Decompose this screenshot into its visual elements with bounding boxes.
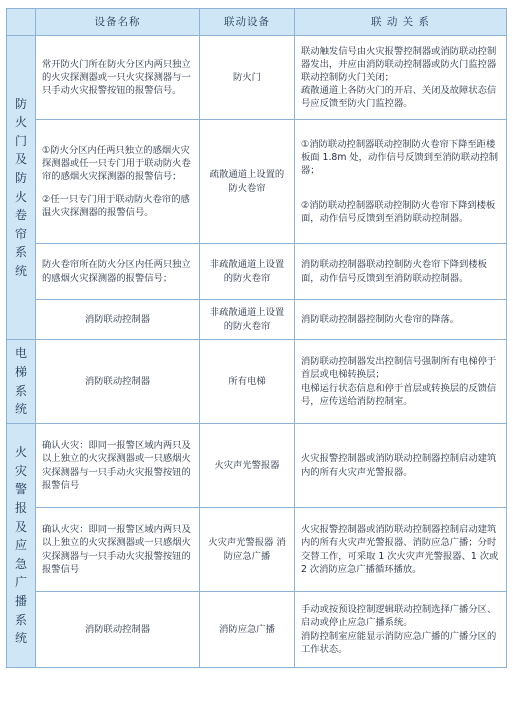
- table-row: [7, 508, 507, 592]
- category-elevator: 电 梯 系 统: [7, 340, 36, 424]
- linkage-device-cell: 非疏散通道上设置的防火卷帘: [200, 244, 295, 300]
- device-name-cell: 常开防火门所在防火分区内两只独立的火灾探测器或一只火灾探测器与一只手动火灾报警按钮的报警信号。: [36, 36, 200, 120]
- device-name-cell: 消防联动控制器: [36, 340, 200, 424]
- linkage-relation-cell: 手动或按预设控制逻辑联动控制选择广播分区、启动或停止应急广播系统。 消防控制室应能显示消防应急广播的广播分区的工作状态。: [295, 592, 507, 668]
- linkage-device-cell: 非疏散通道上设置的防火卷帘: [200, 300, 295, 340]
- device-name-cell: 确认火灾：即同一报警区域内两只及以上独立的火灾探测器或一只感烟火灾探测器与一只手动火灾报警按钮的报警信号: [36, 508, 200, 592]
- linkage-relation-cell: 火灾报警控制器或消防联动控制器控制启动建筑内的所有火灾声光警报器、消防应急广播；分时交替工作，可采取 1 次火灾声光警报器、1 次或 2 次消防应急广播循环播放。: [295, 508, 507, 592]
- category-alarm-broadcast: 火 灾 警 报 及 应 急 广 播 系 统: [7, 424, 36, 668]
- device-name-cell: 消防联动控制器: [36, 300, 200, 340]
- device-name-cell: 防火卷帘所在防火分区内任两只独立的感烟火灾探测器的报警信号；: [36, 244, 200, 300]
- linkage-device-cell: 消防应急广播: [200, 592, 295, 668]
- table-row: [7, 244, 507, 300]
- linkage-table: [6, 8, 507, 668]
- linkage-relation-cell: 消防联动控制器发出控制信号强制所有电梯停于首层或电梯转换层； 电梯运行状态信息和停于首层或转换层的反馈信号，应传送给消防控制室。: [295, 340, 507, 424]
- table-row: [7, 300, 507, 340]
- linkage-device-cell: 火灾声光警报器 消防应急广播: [200, 508, 295, 592]
- table-row: [7, 340, 507, 424]
- linkage-device-cell: 防火门: [200, 36, 295, 120]
- header-linkage-device: 联动设备: [200, 9, 295, 36]
- linkage-relation-cell: 消防联动控制器控制防火卷帘的降落。: [295, 300, 507, 340]
- table-row: [7, 424, 507, 508]
- device-name-cell: 消防联动控制器: [36, 592, 200, 668]
- linkage-device-cell: 疏散通道上设置的防火卷帘: [200, 120, 295, 244]
- category-door-shutter: 防 火 门 及 防 火 卷 帘 系 统: [7, 36, 36, 340]
- linkage-device-cell: 所有电梯: [200, 340, 295, 424]
- header-blank: [7, 9, 36, 36]
- header-device-name: 设备名称: [36, 9, 200, 36]
- linkage-relation-cell: ①消防联动控制器联动控制防火卷帘下降至距楼板面 1.8m 处，动作信号反馈到至消防联动控制器； ②消防联动控制器联动控制防火卷帘下降到楼板面，动作信号反馈到至消防联动控制器。: [295, 120, 507, 244]
- table-row: [7, 592, 507, 668]
- header-linkage-relation: 联 动 关 系: [295, 9, 507, 36]
- table-row: [7, 36, 507, 120]
- header-row: [7, 9, 507, 36]
- table-row: [7, 120, 507, 244]
- device-name-cell: 确认火灾：即同一报警区域内两只及以上独立的火灾探测器或一只感烟火灾探测器与一只手动火灾报警按钮的报警信号: [36, 424, 200, 508]
- device-name-cell: ①防火分区内任两只独立的感烟火灾探测器或任一只专门用于联动防火卷帘的感烟火灾探测器的报警信号； ②任一只专门用于联动防火卷帘的感温火灾探测器的报警信号。: [36, 120, 200, 244]
- linkage-device-cell: 火灾声光警报器: [200, 424, 295, 508]
- linkage-relation-cell: 火灾报警控制器或消防联动控制器控制启动建筑内的所有火灾声光警报器。: [295, 424, 507, 508]
- linkage-relation-cell: 消防联动控制器联动控制防火卷帘下降到楼板面，动作信号反馈到至消防联动控制器。: [295, 244, 507, 300]
- linkage-relation-cell: 联动触发信号由火灾报警控制器或消防联动控制器发出，并应由消防联动控制器或防火门监控器联动控制防火门关闭； 疏散通道上各防火门的开启、关闭及故障状态信号应反馈至防火门监控器。: [295, 36, 507, 120]
